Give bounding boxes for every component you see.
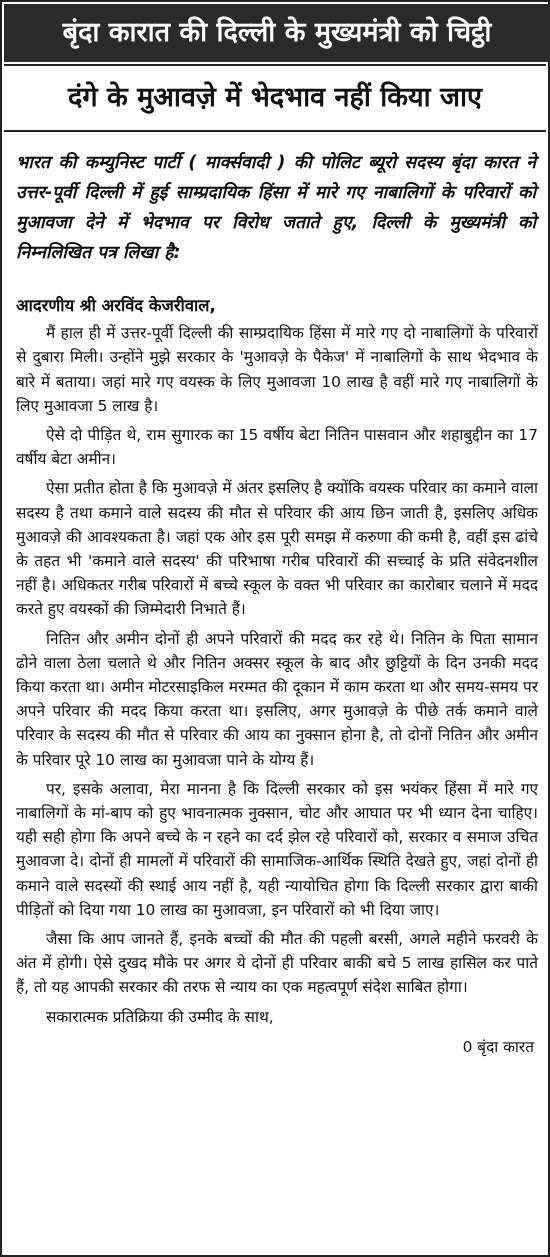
letter-closing: सकारात्मक प्रतिक्रिया की उम्मीद के साथ, [46, 1007, 274, 1026]
article-headline: दंगे के मुआवज़े में भेदभाव नहीं किया जाए [68, 82, 482, 113]
headline-box [4, 64, 546, 132]
letter-paragraph: नितिन और अमीन दोनों ही अपने परिवारों की मदद कर रहे थे। नितिन के पिता सामान ढोने वाला ठेला चलाते थे और नितिन अक्सर स्कूल के बाद और छुट्टियों के दिन उनकी मदद किया करता था। अमीन मोटरसाइकिल मरम्मत की दूकान में काम करता था और समय-समय पर अपने परिवार की मदद किया करता था। इसलिए, अगर मुआवज़े के पीछे तर्क कमाने वाले परिवार के सदस्य की मौत से परिवार की आय का नुक्सान होना है, तो दोनों नितिन और अमीन के परिवार पूरे 10 लाख का मुआवजा पाने के योग्य हैं। [16, 629, 538, 769]
letter-salutation: आदरणीय श्री अरविंद केजरीवाल, [16, 296, 216, 315]
letter-paragraph: ऐसा प्रतीत होता है कि मुआवज़े में अंतर इसलिए है क्योंकि वयस्क परिवार का कमाने वाला सदस्य है तथा कमाने वाले सदस्य की मौत से परिवार की आय छिन जाती है, इसलिए अधिक मुआवज़े की आवश्यकता है। जहां एक ओर इस पूरी समझ में करुणा की कमी है, वहीं इस ढांचे के तहत भी 'कमाने वाले सदस्य' की परिभाषा गरीब परिवारों की सच्चाई के प्रति संवेदनशील नहीं है। अधिकतर गरीब परिवारों में बच्चे स्कूल के वक्त भी परिवार का कारोबार चलाने में मदद करते हुए वयस्कों की जिम्मेदारी निभाते हैं। [16, 479, 538, 619]
letter-paragraph: मैं हाल ही में उत्तर-पूर्वी दिल्ली की साम्प्रदायिक हिंसा में मारे गए दो नाबालिगों के परिवारों से दुबारा मिली। उन्होंने मुझे सरकार के 'मुआवज़े के पैकेज' में नाबालिगों के साथ भेदभाव के बारे में बताया। जहां मारे गए वयस्क के लिए मुआवजा 10 लाख है वहीं मारे गए नाबालिगों के लिए मुआवजा 5 लाख है। [16, 324, 538, 415]
letter-signature: 0 बृंदा कारत [462, 1037, 534, 1056]
article-banner: बृंदा कारात की दिल्ली के मुख्यमंत्री को चिट्ठी [4, 4, 550, 62]
letter-paragraph: जैसा कि आप जानते हैं, इनके बच्चों की मौत की पहली बरसी, अगले महीने फरवरी के अंत में होगी। ऐसे दुखद मौके पर अगर ये दोनों ही परिवार बाकी बचे 5 लाख हासिल कर पाते हैं, तो यह आपकी सरकार की तरफ से न्याय का एक महत्वपूर्ण संदेश साबित होगा। [16, 930, 538, 997]
letter-paragraph: ऐसे दो पीड़ित थे, राम सुगारक का 15 वर्षीय बेटा नितिन पासवान और शहाबुद्दीन का 17 वर्षीय बेटा अमीन। [16, 426, 538, 469]
letter-body [16, 294, 538, 1059]
letter-paragraph: पर, इसके अलावा, मेरा मानना है कि दिल्ली सरकार को इस भयंकर हिंसा में मारे गए नाबालिगों के मां-बाप को हुए भावनात्मक नुक्सान, चोट और आघात पर भी ध्यान देना चाहिए। यही सही होगा कि अपने बच्चे के न रहने का दर्द झेल रहे परिवारों को, सरकार व समाज उचित मुआवजा दे। दोनों ही मामलों में परिवारों की सामाजिक-आर्थिक स्थिति देखते हुए, जहां दोनों ही कमाने वाले सदस्यों की स्थाई आय नहीं है, यही न्यायोचित होगा कि दिल्ली सरकार द्वारा बाकी पीड़ितों को दिया गया 10 लाख का मुआवजा, इन परिवारों को भी दिया जाए। [16, 779, 538, 919]
article-intro: भारत की कम्युनिस्ट पार्टी ( मार्क्सवादी ) की पोलिट ब्यूरो सदस्य बृंदा कारत ने उत्तर-पूर्वी दिल्ली में हुई साम्प्रदायिक हिंसा में मारे गए नाबालिगों के परिवारों को मुआवजा देने में भेदभाव पर विरोध जताते हुए, दिल्ली के मुख्यमंत्री को निम्नलिखित पत्र लिखा है: [16, 153, 536, 263]
